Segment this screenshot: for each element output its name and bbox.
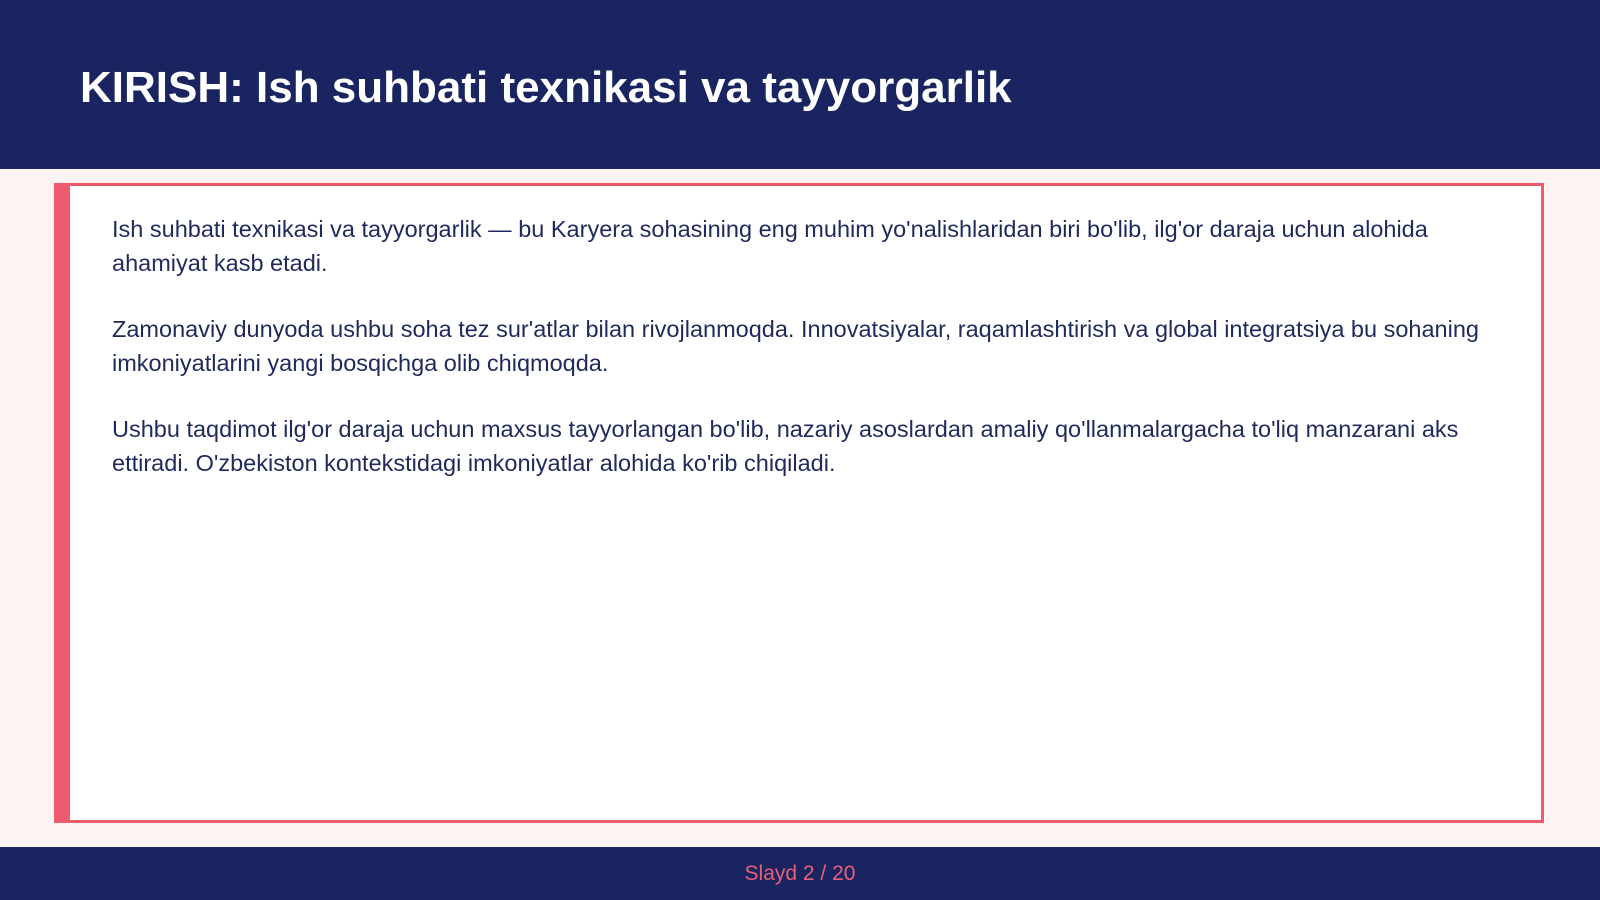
- content-card: [54, 183, 1544, 823]
- slide-number: Slayd 2 / 20: [744, 862, 856, 885]
- slide-footer: [0, 847, 1600, 900]
- content-paragraph: Zamonaviy dunyoda ushbu soha tez sur'atlar bilan rivojlanmoqda. Innovatsiyalar, raqamlashtirish va global integratsiya bu sohaning imkoniyatlarini yangi bosqichga olib chiqmoqda.: [112, 316, 1479, 376]
- slide-title: KIRISH: Ish suhbati texnikasi va tayyorgarlik: [80, 63, 1012, 112]
- content-body: [112, 212, 1502, 512]
- content-paragraph: Ushbu taqdimot ilg'or daraja uchun maxsus tayyorlangan bo'lib, nazariy asoslardan amaliy qo'llanmalargacha to'liq manzarani aks ettiradi. O'zbekiston kontekstidagi imkoniyatlar alohida ko'rib chiqiladi.: [112, 416, 1459, 476]
- slide-header: [0, 0, 1600, 169]
- content-paragraph: Ish suhbati texnikasi va tayyorgarlik — bu Karyera sohasining eng muhim yo'nalishlaridan biri bo'lib, ilg'or daraja uchun alohida ahamiyat kasb etadi.: [112, 216, 1428, 276]
